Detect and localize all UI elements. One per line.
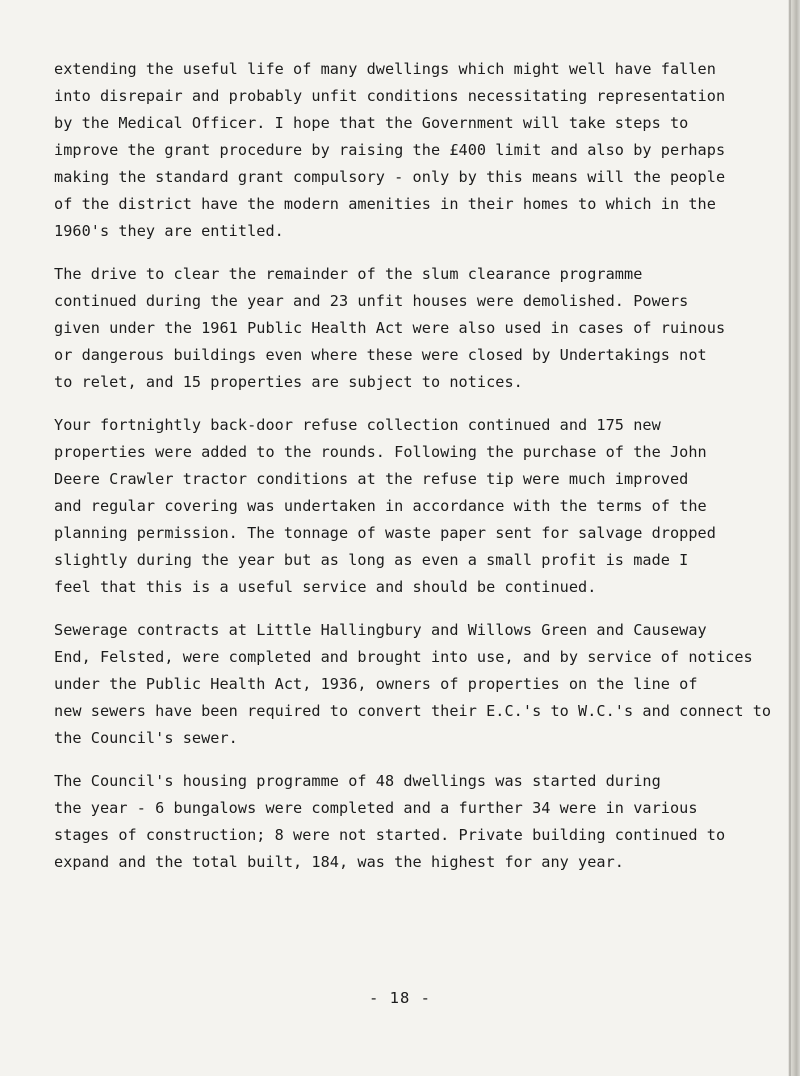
paragraph-housing-programme [54, 768, 766, 876]
text-line: into disrepair and probably unfit conditions necessitating representation [54, 87, 726, 105]
text-line: planning permission. The tonnage of waste paper sent for salvage dropped [54, 524, 716, 542]
text-line: feel that this is a useful service and should be continued. [54, 578, 597, 596]
text-line: the year - 6 bungalows were completed and a further 34 were in various [54, 799, 698, 817]
text-line: new sewers have been required to convert their E.C.'s to W.C.'s and connect to [54, 702, 772, 720]
text-line: Sewerage contracts at Little Hallingbury and Willows Green and Causeway [54, 621, 707, 639]
text-line: of the district have the modern amenities in their homes to which in the [54, 195, 716, 213]
text-line: properties were added to the rounds. Following the purchase of the John [54, 443, 707, 461]
text-line: stages of construction; 8 were not started. Private building continued to [54, 826, 726, 844]
text-line: Your fortnightly back-door refuse collection continued and 175 new [54, 416, 661, 434]
text-line: under the Public Health Act, 1936, owners of properties on the line of [54, 675, 698, 693]
paragraph-sewerage [54, 617, 772, 752]
text-line: given under the 1961 Public Health Act were also used in cases of ruinous [54, 319, 726, 337]
text-line: slightly during the year but as long as even a small profit is made I [54, 551, 689, 569]
page-edge-line [789, 0, 791, 1076]
text-line: by the Medical Officer. I hope that the Government will take steps to [54, 114, 689, 132]
text-line: 1960's they are entitled. [54, 222, 284, 240]
paragraph-slum-clearance [54, 261, 766, 396]
text-line: making the standard grant compulsory - only by this means will the people [54, 168, 726, 186]
text-line: and regular covering was undertaken in accordance with the terms of the [54, 497, 707, 515]
text-line: The Council's housing programme of 48 dwellings was started during [54, 772, 661, 790]
text-line: expand and the total built, 184, was the highest for any year. [54, 853, 625, 871]
paragraph-refuse-collection [54, 412, 766, 601]
text-line: continued during the year and 23 unfit houses were demolished. Powers [54, 292, 689, 310]
text-line: Deere Crawler tractor conditions at the refuse tip were much improved [54, 470, 689, 488]
page-number: - 18 - [369, 989, 431, 1007]
text-line: End, Felsted, were completed and brought into use, and by service of notices [54, 648, 753, 666]
text-line: The drive to clear the remainder of the slum clearance programme [54, 265, 643, 283]
text-line: or dangerous buildings even where these were closed by Undertakings not [54, 346, 707, 364]
text-line: extending the useful life of many dwellings which might well have fallen [54, 60, 716, 78]
text-line: the Council's sewer. [54, 729, 238, 747]
text-line: to relet, and 15 properties are subject to notices. [54, 373, 523, 391]
paragraph-improvement-grants [54, 56, 766, 245]
text-line: improve the grant procedure by raising the £400 limit and also by perhaps [54, 141, 726, 159]
body-text [54, 56, 772, 876]
